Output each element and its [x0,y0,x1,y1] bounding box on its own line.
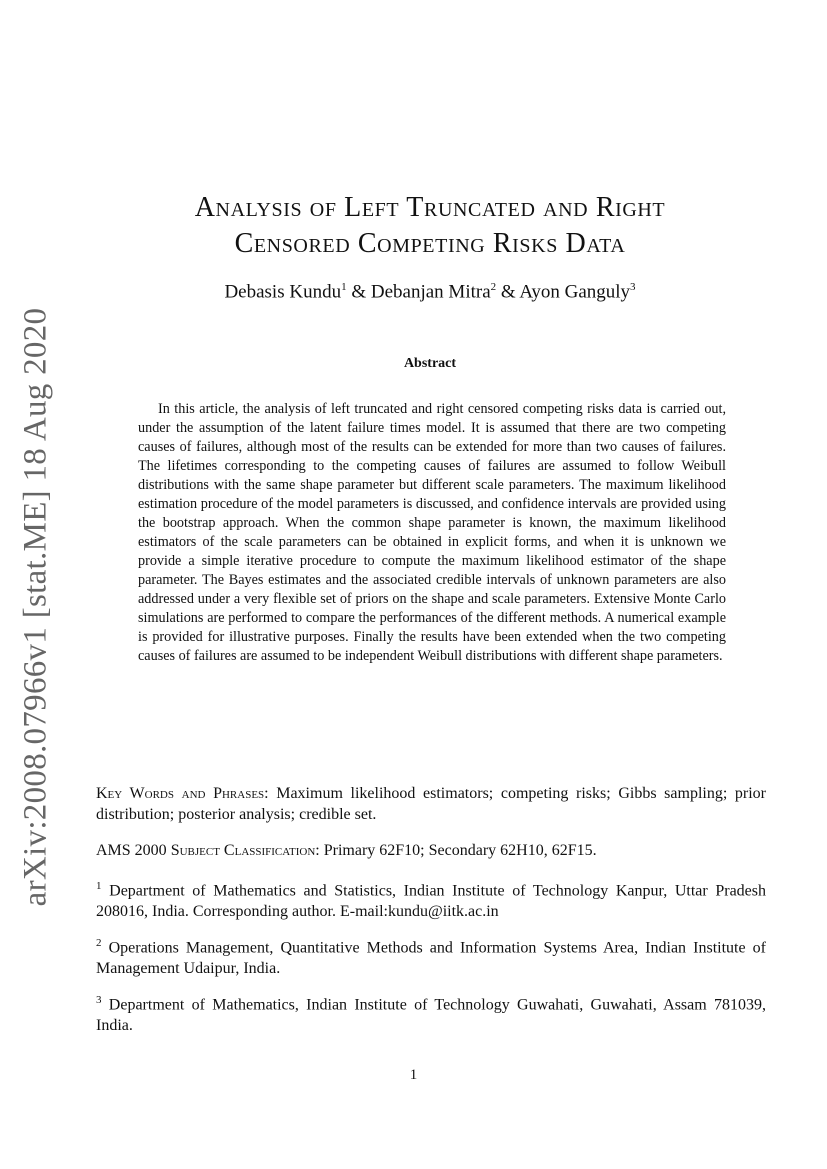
affiliation-mark: 2 [490,281,497,293]
author-name: Debanjan Mitra [370,281,491,303]
arxiv-identifier-stamp: arXiv:2008.07966v1 [stat.ME] 18 Aug 2020 [17,307,54,907]
footnote-affiliation-1 [96,876,766,922]
footnote-affiliation-3 [96,990,766,1036]
footnote-mark: 1 [96,880,102,892]
abstract-heading: Abstract [403,356,457,371]
ams-text: Primary 62F10; Secondary 62H10, 62F15. [319,842,597,859]
ams-prefix: AMS 2000 [96,842,171,859]
author-name: Ayon Ganguly [519,281,631,303]
footnote-text: Department of Mathematics and Statistics, Indian Institute of Technology Kanpur, Uttar Pradesh 208016, India. Corresponding author. E-mail:kundu@iitk.ac.in [96,882,766,921]
title-line-2: Censored Competing Risks Data [234,228,626,259]
footnote-affiliation-2 [96,933,766,979]
author-list [100,281,760,303]
affiliation-mark: 3 [630,281,636,293]
ams-classification [96,840,766,861]
title-line-1: Analysis of Left Truncated and Right [194,192,666,223]
page-number: 1 [409,1067,418,1083]
keywords-text: Maximum likelihood estimators; competing risks; Gibbs sampling; prior distribution; posterior analysis; credible set. [96,785,767,823]
footnote-mark: 2 [96,937,102,949]
ams-label: Subject Classification: [170,842,320,859]
author-separator: & [496,281,520,303]
keywords [96,783,766,825]
abstract-body: In this article, the analysis of left truncated and right censored competing risks data is carried out, under the assumption of the latent failure times model. It is assumed that there are two competing causes of failures, although most of the results can be extended for more than two causes of failures. The lifetimes corresponding to the competing causes of failures are assumed to follow Weibull distributions with the same shape parameter but different scale parameters. The maximum likelihood estimation procedure of the model parameters is discussed, and confidence intervals are provided using the bootstrap approach. When the common shape parameter is known, the maximum likelihood estimators of the scale parameters can be obtained in explicit forms, and when it is unknown we provide a simple iterative procedure to compute the maximum likelihood estimator of the shape parameter. The Bayes estimates and the associated credible intervals of unknown parameters are also addressed under a very flexible set of priors on the shape and scale parameters. Extensive Monte Carlo simulations are performed to compare the performances of the different methods. A numerical example is provided for illustrative purposes. Finally the results have been extended when the two competing causes of failures are assumed to be independent Weibull distributions with different shape parameters. [138,401,726,664]
keywords-label: Key Words and Phrases: [96,785,269,802]
author-name: Debasis Kundu [224,281,342,303]
affiliation-mark: 1 [341,281,347,293]
footnote-text: Department of Mathematics, Indian Institute of Technology Guwahati, Guwahati, Assam 781039, India. [96,996,766,1035]
footnote-text: Operations Management, Quantitative Methods and Information Systems Area, Indian Institute of Management Udaipur, India. [96,939,766,978]
footnote-mark: 3 [96,994,102,1006]
author-separator: & [346,281,371,303]
paper-title [100,190,760,262]
